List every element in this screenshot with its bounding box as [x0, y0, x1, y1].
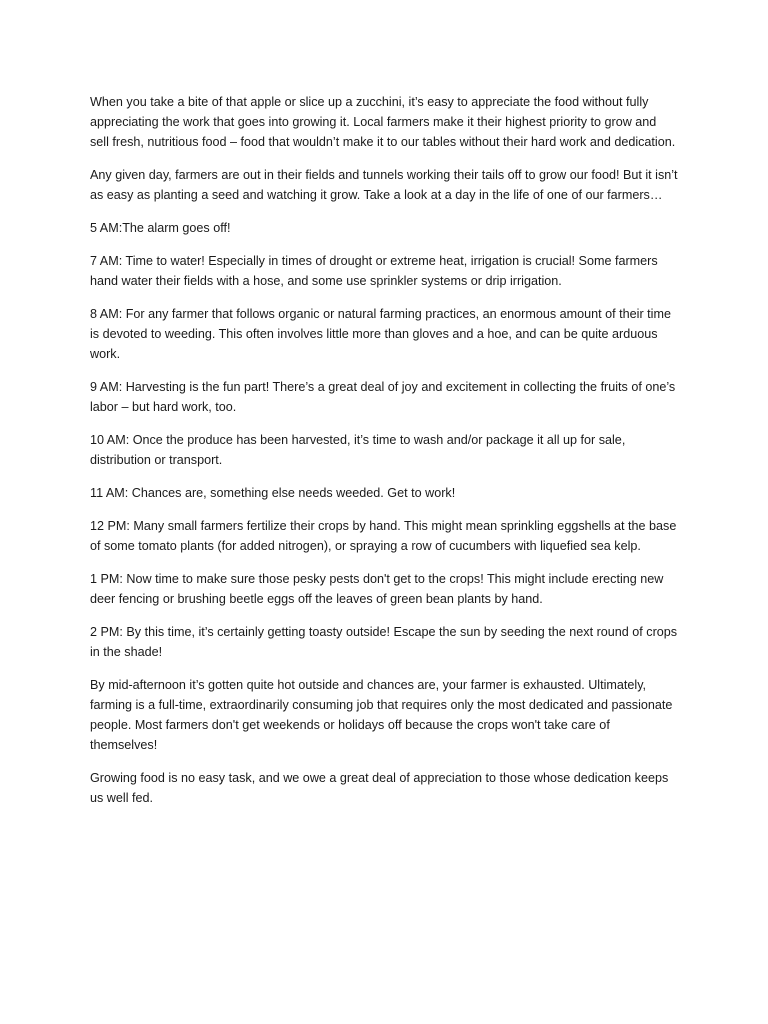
schedule-2pm: 2 PM: By this time, it’s certainly getting toasty outside! Escape the sun by seeding the next round of crops in the shade! — [90, 625, 678, 659]
document-body — [90, 92, 678, 821]
day-in-life-paragraph: Any given day, farmers are out in their fields and tunnels working their tails off to grow our food! But it isn’t as easy as planting a seed and watching it grow. Take a look at a day in the life of one of our farmers… — [90, 168, 678, 202]
closing-paragraph: Growing food is no easy task, and we owe a great deal of appreciation to those whose dedication keeps us well fed. — [90, 771, 669, 805]
schedule-9am: 9 AM: Harvesting is the fun part! There’s a great deal of joy and excitement in collecting the fruits of one’s labor – but hard work, too. — [90, 380, 676, 414]
schedule-10am: 10 AM: Once the produce has been harvested, it’s time to wash and/or package it all up for sale, distribution or transport. — [90, 433, 626, 467]
schedule-8am: 8 AM: For any farmer that follows organic or natural farming practices, an enormous amount of their time is devoted to weeding. This often involves little more than gloves and a hoe, and can be quite arduous work. — [90, 307, 671, 361]
mid-afternoon-paragraph: By mid-afternoon it’s gotten quite hot outside and chances are, your farmer is exhausted. Ultimately, farming is a full-time, extraordinarily consuming job that requires only the most dedicated and passionate people. Most farmers don't get weekends or holidays off because the crops won't take care of themselves! — [90, 678, 673, 752]
schedule-12pm: 12 PM: Many small farmers fertilize their crops by hand. This might mean sprinkling eggshells at the base of some tomato plants (for added nitrogen), or spraying a row of cucumbers with liquefied sea kelp. — [90, 519, 677, 553]
schedule-5am: 5 AM:The alarm goes off! — [90, 221, 231, 235]
schedule-1pm: 1 PM: Now time to make sure those pesky pests don't get to the crops! This might include erecting new deer fencing or brushing beetle eggs off the leaves of green bean plants by hand. — [90, 572, 664, 606]
schedule-11am: 11 AM: Chances are, something else needs weeded. Get to work! — [90, 486, 456, 500]
schedule-7am: 7 AM: Time to water! Especially in times of drought or extreme heat, irrigation is crucial! Some farmers hand water their fields with a hose, and some use sprinkler systems or drip irrigation. — [90, 254, 658, 288]
intro-paragraph: When you take a bite of that apple or slice up a zucchini, it’s easy to appreciate the food without fully appreciating the work that goes into growing it. Local farmers make it their highest priority to grow and sell fresh, nutritious food – food that wouldn’t make it to our tables without their hard work and dedication. — [90, 95, 676, 149]
